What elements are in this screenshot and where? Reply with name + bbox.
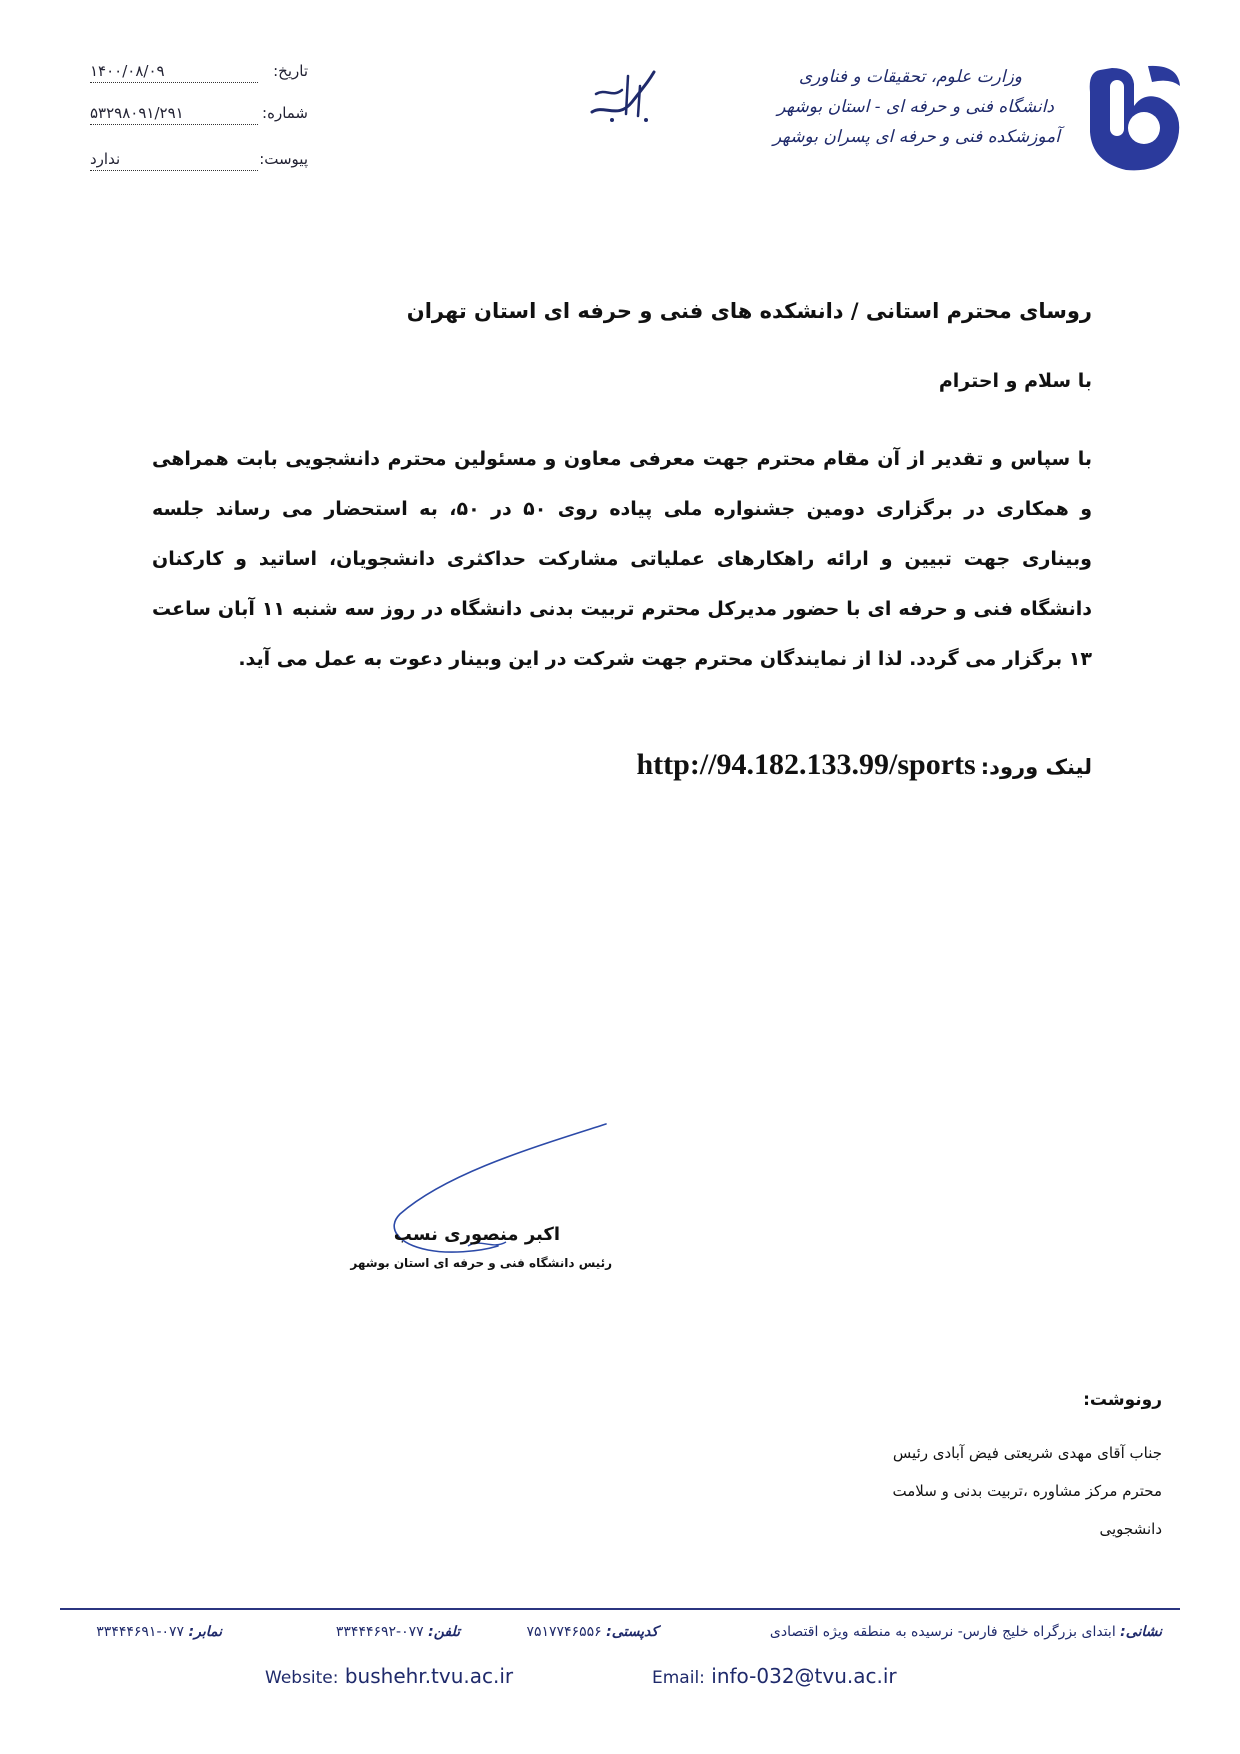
number-field [90,104,308,134]
handwritten-signature [388,1118,618,1268]
footer-email [652,1664,897,1688]
footer-website [265,1664,513,1688]
attachment-value: ندارد [90,150,258,171]
attachment-field [90,150,308,180]
attachment-label: پیوست: [259,150,308,168]
phone-label: تلفن: [428,1624,460,1640]
email-label: Email: [652,1668,705,1688]
login-link-url[interactable]: http://94.182.133.99/sports [636,748,976,781]
footer-fax [96,1624,222,1640]
cc-line: جناب آقای مهدی شریعتی فیض آبادی رئیس [892,1444,1162,1462]
login-link-row [392,748,1092,782]
greeting: با سلام و احترام [938,370,1092,392]
signatory-name: اکبر منصوری نسب [393,1224,560,1245]
address-label: نشانی: [1120,1624,1162,1640]
postal-label: کدپستی: [606,1624,658,1640]
fax-value: ۰۷۷-۳۳۴۴۴۶۹۱ [96,1624,185,1640]
letter-body: با سپاس و تقدیر از آن مقام محترم جهت معرفی معاون و مسئولین محترم دانشجویی بابت همراهی و همکاری در برگزاری دومین جشنواره ملی پیاده روی ۵۰ در ۵۰، به استحضار می رساند جلسه وبیناری جهت تبیین و ارائه راهکارهای عملیاتی مشارکت حداکثری دانشجویان، اساتید و کارکنان دانشگاه فنی و حرفه ای با حضور مدیرکل محترم تربیت بدنی دانشگاه در روز سه شنبه ۱۱ آبان ساعت ۱۳ برگزار می گردد. لذا از نمایندگان محترم جهت شرکت در این وبینار دعوت به عمل می آید. [152,448,1092,670]
organization-block [773,62,1060,152]
website-value[interactable]: bushehr.tvu.ac.ir [344,1664,514,1688]
number-label: شماره: [262,104,308,122]
bismillah-calligraphy [582,64,662,126]
phone-value: ۰۷۷-۳۳۴۴۴۶۹۲ [335,1624,424,1640]
ministry-line: وزارت علوم، تحقیقات و فناوری [798,67,1022,87]
university-logo [1082,62,1186,176]
fax-label: نمابر: [188,1624,222,1640]
cc-line: دانشجویی [1099,1520,1162,1538]
footer-postal-code [526,1624,658,1640]
college-line: آموزشکده فنی و حرفه ای پسران بوشهر [773,127,1060,147]
university-line: دانشگاه فنی و حرفه ای - استان بوشهر [777,97,1054,117]
footer-divider [60,1608,1180,1610]
postal-value: ۷۵۱۷۷۴۶۵۵۶ [526,1624,602,1640]
footer-phone [336,1624,460,1640]
website-label: Website: [265,1668,339,1688]
date-value: ۱۴۰۰/۰۸/۰۹ [90,62,258,83]
login-link-label: لینک ورود: [980,755,1092,779]
date-field [90,62,308,92]
number-value: ۵۳۲۹۸۰۹۱/۲۹۱ [90,104,258,125]
cc-heading: رونوشت: [1083,1390,1162,1410]
signatory-title: رئیس دانشگاه فنی و حرفه ای استان بوشهر [350,1256,612,1270]
recipient-heading: روسای محترم استانی / دانشکده های فنی و حرفه ای استان تهران [406,299,1092,323]
cc-line: محترم مرکز مشاوره ،تربیت بدنی و سلامت [892,1482,1162,1500]
date-label: تاریخ: [273,62,308,80]
footer-address [770,1624,1162,1640]
address-value: ابتدای بزرگراه خلیج فارس- نرسیده به منطقه ویژه اقتصادی [769,1624,1116,1640]
email-value[interactable]: info-032@tvu.ac.ir [711,1664,897,1688]
